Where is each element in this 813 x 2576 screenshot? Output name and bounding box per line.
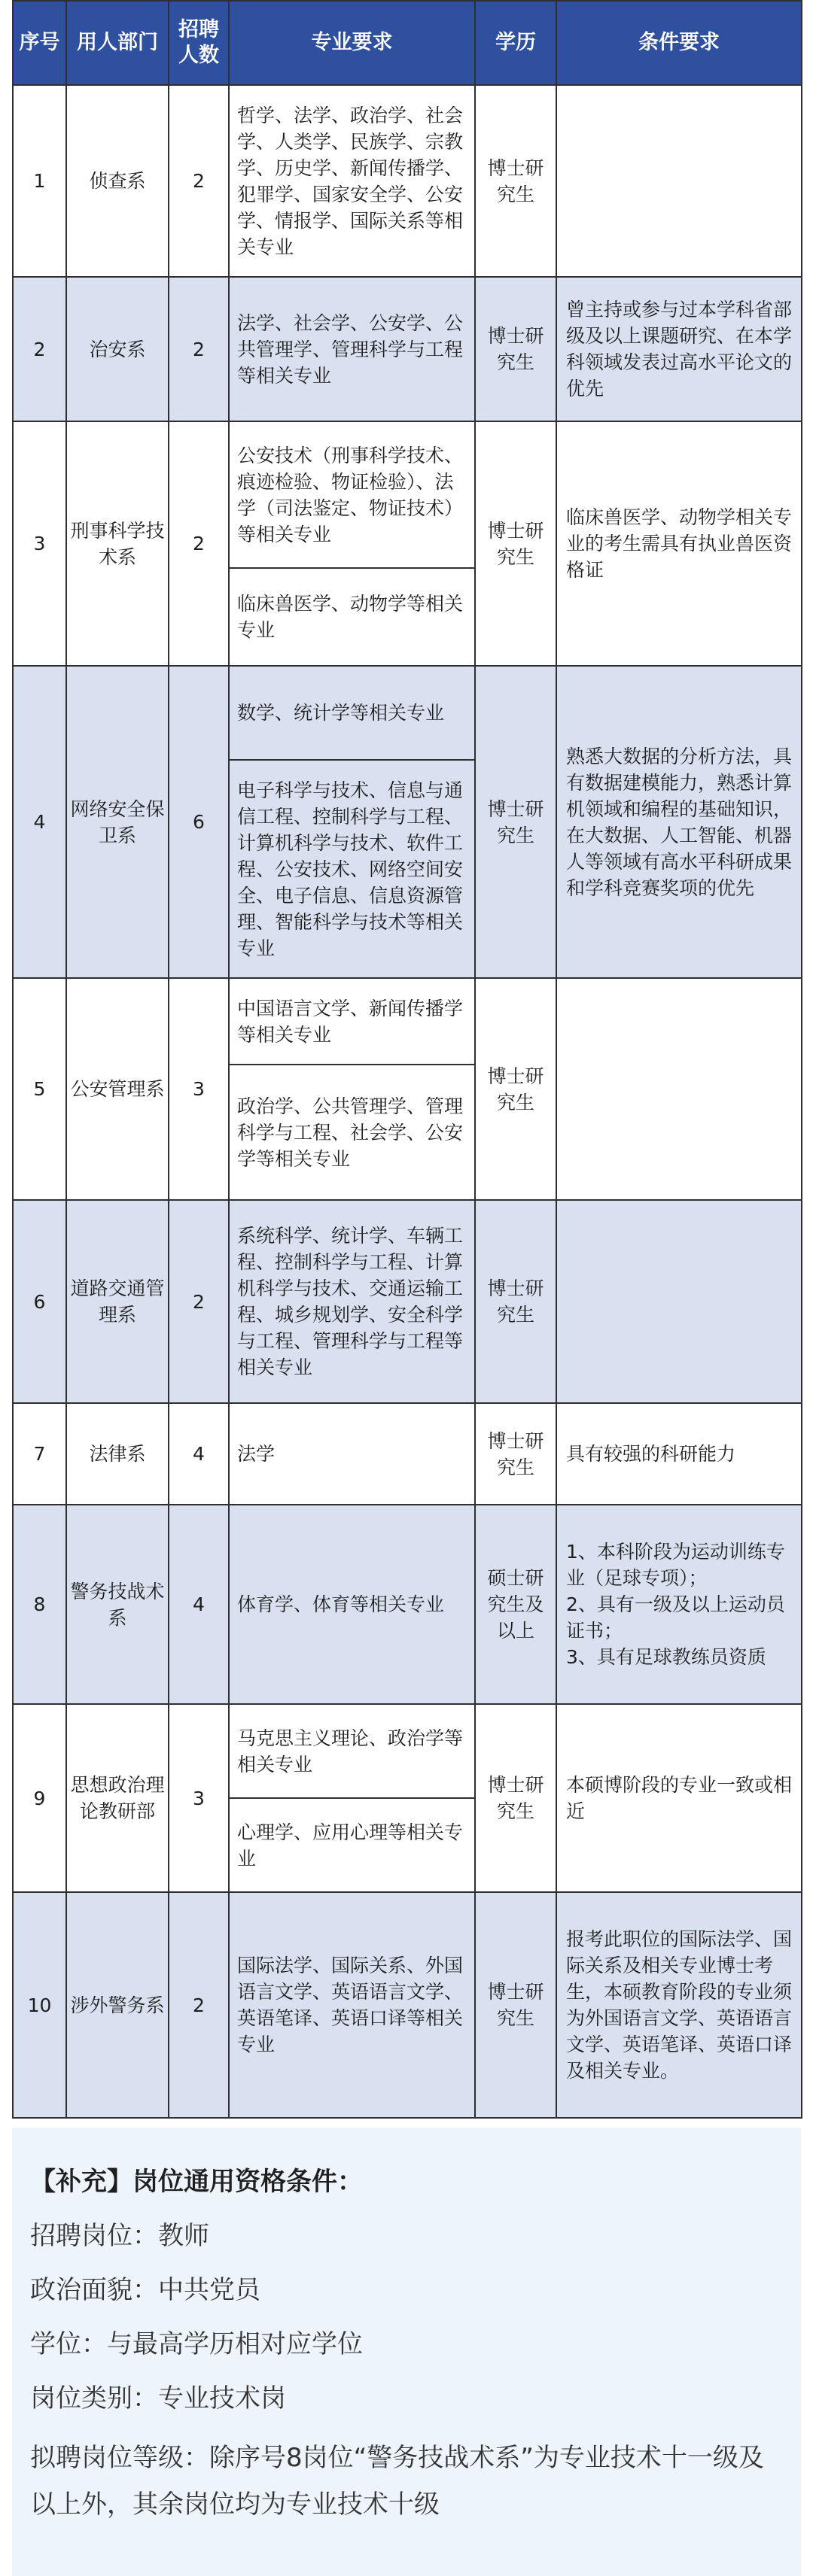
cell-edu: 博士研究生 — [475, 978, 556, 1200]
header-cond: 条件要求 — [556, 1, 802, 85]
supplement-line — [30, 2435, 783, 2528]
cell-edu: 博士研究生 — [475, 666, 556, 978]
cell-edu: 博士研究生 — [475, 1403, 556, 1505]
cell-major: 数学、统计学等相关专业 — [229, 666, 475, 760]
cell-dept: 公安管理系 — [66, 978, 169, 1200]
cell-count: 2 — [169, 85, 229, 277]
supplement-line — [30, 2218, 783, 2254]
supplement-value: 教师 — [158, 2221, 209, 2251]
cell-cond: 熟悉大数据的分析方法，具有数据建模能力，熟悉计算机领域和编程的基础知识，在大数据、人工智能、机器人等领域有高水平科研成果和学科竞赛奖项的优先 — [556, 666, 802, 978]
cell-edu: 硕士研究生及以上 — [475, 1505, 556, 1704]
table-row — [13, 1403, 802, 1505]
cell-dept: 侦查系 — [66, 85, 169, 277]
cell-dept: 思想政治理论教研部 — [66, 1704, 169, 1892]
cell-count: 3 — [169, 1704, 229, 1892]
cell-cond: 具有较强的科研能力 — [556, 1403, 802, 1505]
cell-major: 国际法学、国际关系、外国语言文学、英语语言文学、英语笔译、英语口译等相关专业 — [229, 1892, 475, 2118]
cell-no: 1 — [13, 85, 66, 277]
cell-major: 法学 — [229, 1403, 475, 1505]
cell-major: 心理学、应用心理等相关专业 — [229, 1798, 475, 1892]
supplement-key: 招聘岗位： — [30, 2221, 158, 2251]
cell-major: 马克思主义理论、政治学等相关专业 — [229, 1704, 475, 1798]
cell-no: 7 — [13, 1403, 66, 1505]
supplement-value: 中共党员 — [158, 2275, 260, 2305]
supplement-key: 岗位类别： — [30, 2383, 158, 2413]
header-no: 序号 — [13, 1, 66, 85]
cell-major: 体育学、体育等相关专业 — [229, 1505, 475, 1704]
cell-count: 2 — [169, 1892, 229, 2118]
header-count: 招聘人数 — [169, 1, 229, 85]
cell-cond: 1、本科阶段为运动训练专业（足球专项）； 2、具有一级及以上运动员证书； 3、具有足球教练员资质 — [556, 1505, 802, 1704]
cell-no: 10 — [13, 1892, 66, 2118]
supplement-line — [30, 2272, 783, 2308]
supplement-key: 政治面貌： — [30, 2275, 158, 2305]
cell-major: 法学、社会学、公安学、公共管理学、管理科学与工程等相关专业 — [229, 277, 475, 421]
cell-count: 4 — [169, 1505, 229, 1704]
cell-no: 2 — [13, 277, 66, 421]
supplement-value: 专业技术岗 — [158, 2383, 286, 2413]
header-dept: 用人部门 — [66, 1, 169, 85]
cell-cond: 临床兽医学、动物学相关专业的考生需具有执业兽医资格证 — [556, 421, 802, 666]
table-row — [13, 1505, 802, 1704]
table-header-row — [13, 1, 802, 85]
cell-count: 2 — [169, 1200, 229, 1403]
cell-edu: 博士研究生 — [475, 421, 556, 666]
cell-major: 系统科学、统计学、车辆工程、控制科学与工程、计算机科学与技术、交通运输工程、城乡规划学、安全科学与工程、管理科学与工程等相关专业 — [229, 1200, 475, 1403]
table-row — [13, 421, 802, 568]
table-row — [13, 978, 802, 1065]
cell-edu: 博士研究生 — [475, 1704, 556, 1892]
header-major: 专业要求 — [229, 1, 475, 85]
cell-edu: 博士研究生 — [475, 277, 556, 421]
cell-count: 3 — [169, 978, 229, 1200]
cell-major: 中国语言文学、新闻传播学等相关专业 — [229, 978, 475, 1065]
table-row — [13, 1892, 802, 2118]
table-row — [13, 666, 802, 760]
table-row — [13, 85, 802, 277]
supplement-value: 与最高学历相对应学位 — [107, 2329, 363, 2359]
cell-no: 6 — [13, 1200, 66, 1403]
cell-no: 8 — [13, 1505, 66, 1704]
cell-major: 哲学、法学、政治学、社会学、人类学、民族学、宗教学、历史学、新闻传播学、犯罪学、国家安全学、公安学、情报学、国际关系等相关专业 — [229, 85, 475, 277]
cell-major: 公安技术（刑事科学技术、痕迹检验、物证检验）、法学（司法鉴定、物证技术）等相关专业 — [229, 421, 475, 568]
cell-dept: 涉外警务系 — [66, 1892, 169, 2118]
cell-dept: 法律系 — [66, 1403, 169, 1505]
cell-no: 3 — [13, 421, 66, 666]
cell-no: 5 — [13, 978, 66, 1200]
cell-cond: 本硕博阶段的专业一致或相近 — [556, 1704, 802, 1892]
supplement-line — [30, 2380, 783, 2417]
supplement-key: 拟聘岗位等级： — [30, 2443, 209, 2473]
cell-dept: 治安系 — [66, 277, 169, 421]
cell-count: 2 — [169, 277, 229, 421]
supplement-value: 除序号8岗位“警务技战术系”为专业技术十一级及以上外，其余岗位均为专业技术十级 — [30, 2443, 764, 2520]
cell-no: 4 — [13, 666, 66, 978]
recruitment-table — [12, 0, 802, 2119]
supplement-title: 【补充】岗位通用资格条件： — [30, 2167, 363, 2197]
cell-edu: 博士研究生 — [475, 1200, 556, 1403]
cell-dept: 警务技战术系 — [66, 1505, 169, 1704]
supplement-key: 学位： — [30, 2329, 107, 2359]
cell-count: 6 — [169, 666, 229, 978]
cell-cond — [556, 85, 802, 277]
cell-dept: 刑事科学技术系 — [66, 421, 169, 666]
cell-major: 政治学、公共管理学、管理科学与工程、社会学、公安学等相关专业 — [229, 1065, 475, 1200]
cell-count: 2 — [169, 421, 229, 666]
table-row — [13, 277, 802, 421]
cell-major: 临床兽医学、动物学等相关专业 — [229, 568, 475, 666]
cell-edu: 博士研究生 — [475, 85, 556, 277]
cell-cond — [556, 1200, 802, 1403]
cell-cond — [556, 978, 802, 1200]
supplement-section — [12, 2128, 801, 2576]
cell-dept: 道路交通管理系 — [66, 1200, 169, 1403]
cell-dept: 网络安全保卫系 — [66, 666, 169, 978]
cell-no: 9 — [13, 1704, 66, 1892]
cell-edu: 博士研究生 — [475, 1892, 556, 2118]
header-edu: 学历 — [475, 1, 556, 85]
cell-count: 4 — [169, 1403, 229, 1505]
cell-cond: 曾主持或参与过本学科省部级及以上课题研究、在本学科领域发表过高水平论文的优先 — [556, 277, 802, 421]
table-row — [13, 1704, 802, 1798]
table-row — [13, 1200, 802, 1403]
supplement-line — [30, 2326, 783, 2362]
cell-major: 电子科学与技术、信息与通信工程、控制科学与工程、计算机科学与技术、软件工程、公安技术、网络空间安全、电子信息、信息资源管理、智能科学与技术等相关专业 — [229, 760, 475, 978]
cell-cond: 报考此职位的国际法学、国际关系及相关专业博士考生，本硕教育阶段的专业须为外国语言文学、英语语言文学、英语笔译、英语口译及相关专业。 — [556, 1892, 802, 2118]
